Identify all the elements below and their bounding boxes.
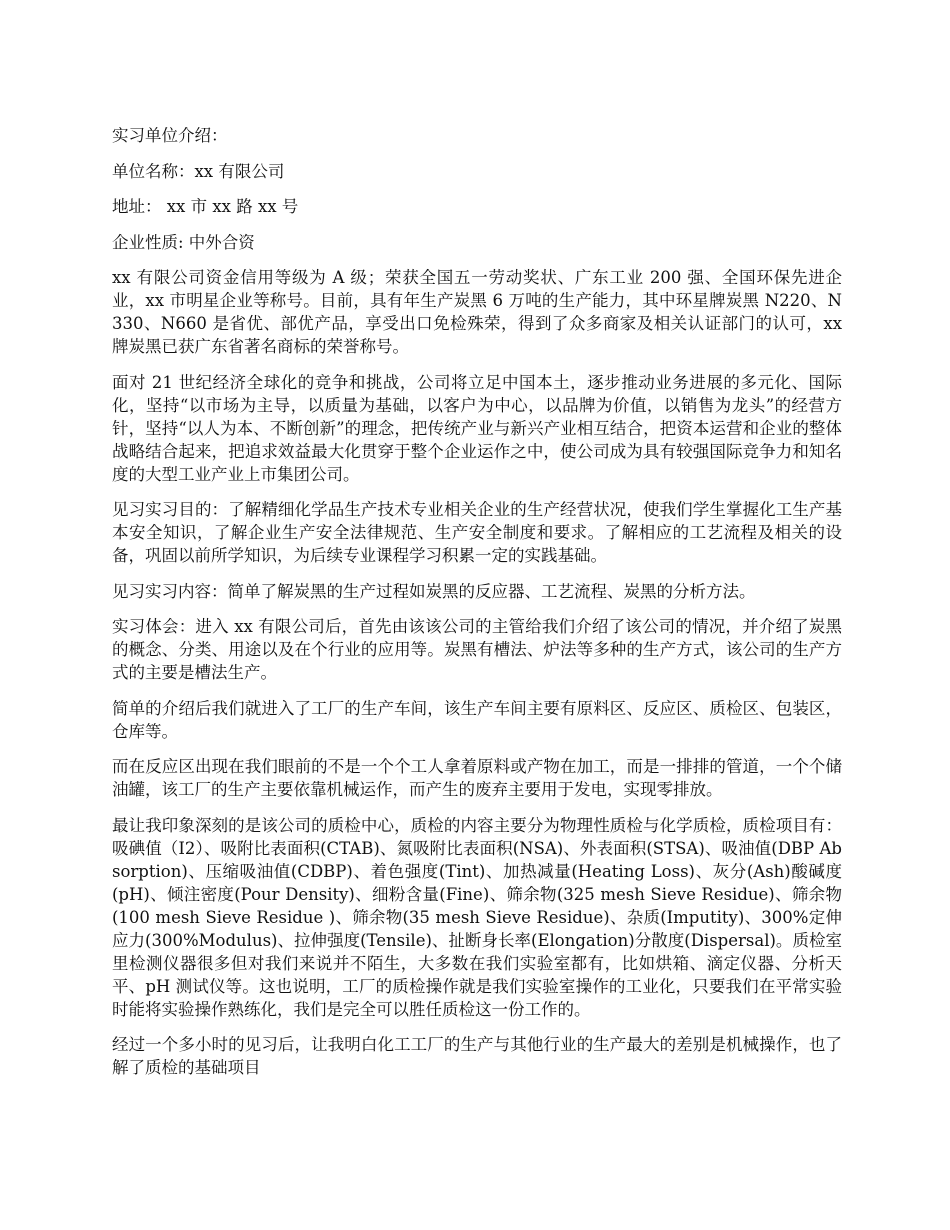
address-line: 地址： xx 市 xx 路 xx 号 [112, 197, 299, 216]
conclusion-paragraph: 经过一个多小时的见习后，让我明白化工工厂的生产与其他行业的生产最大的差别是机械操作，也了解了质检的基础项目 [112, 1035, 842, 1077]
company-strategy-paragraph: 面对 21 世纪经济全球化的竞争和挑战，公司将立足中国本土，逐步推动业务进展的多元化、国际化，坚持“以市场为主导，以质量为基础，以客户为中心，以品牌为价值，以销售为龙头”的经营方针，坚持“以人为本、不断创新”的理念，把传统产业与新兴产业相互结合，把资本运营和企业的整体战略结合起来，把追求效益最大化贯穿于整个企业运作之中，使公司成为具有较强国际竞争力和知名度的大型工业产业上市集团公司。 [112, 372, 842, 484]
company-name-line: 单位名称：xx 有限公司 [112, 161, 285, 181]
workshop-paragraph: 简单的介绍后我们就进入了工厂的生产车间，该生产车间主要有原料区、反应区、质检区、包装区，仓库等。 [112, 698, 842, 741]
quality-inspection-paragraph: 最让我印象深刻的是该公司的质检中心，质检的内容主要分为物理性质检与化学质检，质检项目有：吸碘值（I2）、吸附比表面积(CTAB)、氮吸附比表面积(NSA)、外表面积(STSA)、吸油值(DBP Absorption)、压缩吸油值(CDBP)、着色强度(Tint)、加热减量(Heating Loss)、灰分(Ash)酸碱度(pH)、倾注密度(Pour Density)、细粉含量(Fine)、筛余物(325 mesh Sieve Residue)、筛余物(100 mesh Sieve Residue )、筛余物(35 mesh Sieve Residue)、杂质(Imputity)、300%定伸应力(300%Modulus)、拉伸强度(Tensile)、扯断身长率(Elongation)分散度(Dispersal)。质检室里检测仪器很多但对我们来说并不陌生，大多数在我们实验室都有，比如烘箱、滴定仪器、分析天平、pH 测试仪等。这也说明，工厂的质检操作就是我们实验室操作的工业化，只要我们在平常实验时能将实验操作熟练化，我们是完全可以胜任质检这一份工作的。 [112, 815, 842, 1019]
enterprise-type-line: 企业性质: 中外合资 [112, 232, 255, 252]
company-profile-paragraph: xx 有限公司资金信用等级为 A 级；荣获全国五一劳动奖状、广东工业 200 强、全国环保先进企业，xx 市明星企业等称号。目前，具有年生产炭黑 6 万吨的生产能力，其中环星牌炭黑 N220、N330、N660 是省优、部优产品，享受出口免检殊荣，得到了众多商家及相关认证部门的认可，xx 牌炭黑已获广东省著名商标的荣誉称号。 [112, 268, 842, 356]
internship-experience-paragraph: 实习体会：进入 xx 有限公司后，首先由该该公司的主管给我们介绍了该公司的情况，并介绍了炭黑的概念、分类、用途以及在个行业的应用等。炭黑有槽法、炉法等多种的生产方式，该公司的生产方式的主要是槽法生产。 [112, 617, 842, 682]
section-heading-intro: 实习单位介绍： [112, 126, 228, 145]
internship-content-paragraph: 见习实习内容：简单了解炭黑的生产过程如炭黑的反应器、工艺流程、炭黑的分析方法。 [112, 581, 756, 601]
reaction-area-paragraph: 而在反应区出现在我们眼前的不是一个个工人拿着原料或产物在加工，而是一排排的管道，一个个储油罐，该工厂的生产主要依靠机械运作，而产生的废弃主要用于发电，实现零排放。 [112, 757, 842, 799]
internship-purpose-paragraph: 见习实习目的：了解精细化学品生产技术专业相关企业的生产经营状况，使我们学生掌握化工生产基本安全知识，了解企业生产安全法律规范、生产安全制度和要求。了解相应的工艺流程及相关的设备，巩固以前所学知识，为后续专业课程学习积累一定的实践基础。 [112, 500, 842, 565]
document-page [112, 124, 842, 1092]
